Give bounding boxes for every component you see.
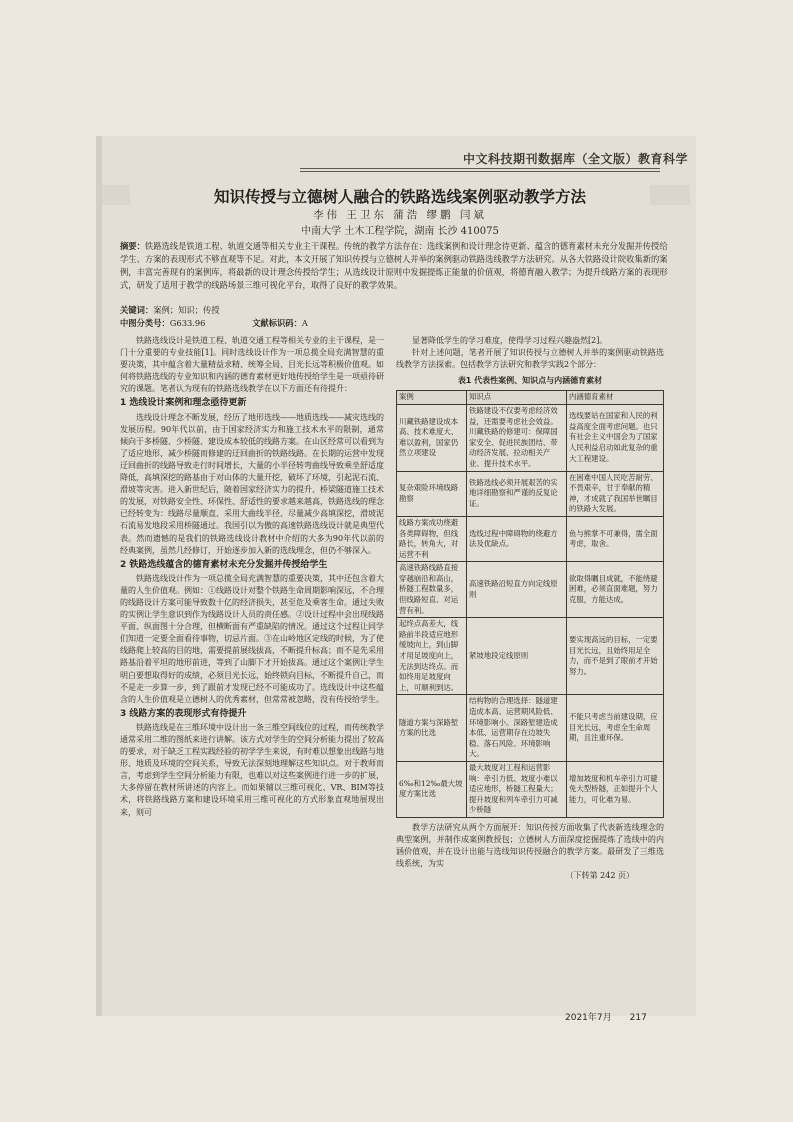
table-cell: 复杂艰险环境线路勘察 xyxy=(397,471,467,516)
issue-date: 2021年7月 xyxy=(565,1013,612,1023)
table-cell: 隧道方案与深路堑方案的比选 xyxy=(397,695,467,762)
authors: 李伟 王卫东 蒲浩 缪鹏 闫斌 xyxy=(313,209,487,221)
header-rule-double xyxy=(300,171,660,172)
doc-label: 文献标识码： xyxy=(252,318,302,328)
paragraph: 针对上述问题，笔者开展了知识传授与立德树人并举的案例驱动铁路选线教学方法探索。包括教学方法研究和教学实践2个部分： xyxy=(396,348,664,370)
keywords xyxy=(120,304,220,316)
classification xyxy=(120,317,420,329)
table-header-row xyxy=(397,391,664,405)
page-number: 217 xyxy=(629,1013,647,1023)
case-table xyxy=(396,390,664,818)
table-cell: 结构物的合理选择：隧道建造成本高、运营期风险低、环境影响小。深路堑建造成本低、运营期存在边坡失稳、落石风险、环境影响大。 xyxy=(467,695,567,762)
class-code: G633.96 xyxy=(169,318,206,328)
table-header-cell: 内涵德育素材 xyxy=(567,391,664,405)
table-cell: 在困难中国人民吃苦耐劳、不畏艰辛，甘于奉献的精神，才成就了我国举世瞩目的铁路大发展。 xyxy=(567,471,664,516)
keywords-text: 案例；知识；传授 xyxy=(153,305,220,315)
doc-code: A xyxy=(301,318,308,328)
journal-header: 中文科技期刊数据库（全文版）教育科学 xyxy=(462,152,688,166)
table-header-cell: 案例 xyxy=(397,391,467,405)
table-row xyxy=(397,471,664,516)
paragraph: 显著降低学生的学习难度，使得学习过程兴趣盎然[2]。 xyxy=(412,336,608,345)
table-cell: 铁路建设不仅要考虑经济效益，还需要考虑社会效益。川藏铁路的修建可：保障国家安全、促进民族团结、带动经济发展、拉动相关产业、提升技术水平。 xyxy=(467,404,567,471)
paragraph: 教学方法研究从两个方面展开：知识传授方面收集了代表新选线理念的典型案例，并制作成案例教授包；立德树人方面深度挖掘提炼了选线中的内涵价值观，并在设计出能与选线知识传授融合的教学方案。最研发了三维选线系统，为实 xyxy=(396,822,664,869)
keywords-label: 关键词： xyxy=(120,305,154,315)
section-heading: 1 选线设计案例和理念亟待更新 xyxy=(120,398,247,409)
section-heading: 2 铁路选线蕴含的德育素材未充分发掘并传授给学生 xyxy=(120,559,328,570)
page-edge-shadow xyxy=(96,136,102,1016)
table-cell: 6‰和12‰最大坡度方案比选 xyxy=(397,761,467,817)
table-row xyxy=(397,695,664,762)
table-cell: 不能只考虑当前建设期，应目光长远，考虑全生命周期，且注重环保。 xyxy=(567,695,664,762)
section-heading: 3 线路方案的表现形式有待提升 xyxy=(120,708,247,719)
table-cell: 最大坡度对工程和运营影响：牵引力低、坡度小难以适应地形，桥隧工程量大；提升坡度和列车牵引力可减少桥隧 xyxy=(467,761,567,817)
table-row xyxy=(397,516,664,561)
table-cell: 要实现高远的目标，一定要目光长远，且始终用足全力，而不是到了眼前才开始努力。 xyxy=(567,618,664,695)
table-cell: 线路方案成功绕避各类障碍物，但线路长，转角大，对运营不利 xyxy=(397,516,467,561)
abstract-label: 摘要： xyxy=(120,241,145,251)
table-cell: 川藏铁路建设成本高、技术难度大、难以盈利，国家仍然立项建设 xyxy=(397,404,467,471)
left-column xyxy=(120,335,384,819)
table-row xyxy=(397,404,664,471)
paragraph: 铁路选线设计是铁道工程、轨道交通工程等相关专业的主干课程，是一门十分重要的专业技能[1]。同时选线设计作为一项总揽全局充满智慧的重要决策，其中蕴含着大量精益求精、统筹全局、目光长远等积极价值观。如何将铁路选线的专业知识和内涵的德育素材更好地传授给学生是一项亟待研究的课题。笔者认为现有的铁路选线教学在以下方面还有待提升： xyxy=(120,336,384,394)
table-cell: 高速铁路线路直接穿越崩沿和高山，桥隧工程数量多，但线路短直、对运营有利。 xyxy=(397,562,467,618)
table-cell: 起终点高差大，线路前半段适应地形缓坡向上，到山脚才用足坡度向上，无法到达终点。而如终用足坡度向上，可顺利到达。 xyxy=(397,618,467,695)
paper-title: 知识传授与立德树人融合的铁路选线案例驱动教学方法 xyxy=(213,188,586,206)
table-cell: 紧坡地段定线原则 xyxy=(467,618,567,695)
abstract-text: 铁路选线是铁道工程、轨道交通等相关专业主干课程。传统的教学方法存在：选线案例和设计理念待更新、蕴含的德育素材未充分发掘并传授给学生、方案的表现形式不够直观等不足。对此，本文开展了知识传授与立德树人并举的案例驱动铁路选线教学方法研究。从各大铁路设计院收集新的案例，丰富完善现有的案例库，将最新的设计理念传授给学生；从选线设计原则中发掘提炼正能量的价值观，将德育融入教学；为提升线路方案的表现形式，研发了适用于教学的线路场景三维可视化平台，取得了良好的教学效果。 xyxy=(120,241,668,290)
table-cell: 高速铁路沿短直方向定线原则 xyxy=(467,562,567,618)
paragraph: 铁路选线设计作为一项总揽全局充满智慧的重要决策，其中还包含着大量的人生价值观。例如：①线路设计对整个铁路生命周期影响深远，不合理的线路设计方案可能导致数十亿的经济损失，甚至危及乘客生命。通过失败的实例让学生意识到作为线路设计人员的责任感。②设计过程中会出现线路平面、纵面图十分合理，但横断面有严重缺陷的情况。通过这个过程让同学们知道一定要全面看待事物，切忌片面。③在山岭地区定线的时候，为了使线路爬上较高的目的地，需要提前展线拔高，不断提升标高；而不是先采用路基沿着平坦的地形前进，等到了山脚下才开始拔高。通过这个案例让学生明白要想取得好的成绩，必须目光长远，始终锁向目标，不断提升自己，而不是走一步算一步，到了跟前才发现已经不可能成功了。选线设计中这些蕴含的人生价值观是立德树人的优秀素材，但常常被忽略，没有传授给学生。 xyxy=(120,573,384,704)
table-header-cell: 知识点 xyxy=(467,391,567,405)
table-caption: 表1 代表性案例、知识点与内涵德育素材 xyxy=(457,376,603,386)
table-row xyxy=(397,761,664,817)
table-cell: 欲取得瞩目成就，不能绕避困难，必须直面难题，努力克服，方能达成。 xyxy=(567,562,664,618)
page-footer xyxy=(565,1010,647,1023)
table-row xyxy=(397,562,664,618)
paragraph: 选线设计理念不断发展，经历了地形选线——地质选线——减灾选线的发展历程。90年代以前，由于国家经济实力和施工技术水平的限制，通常倾向于多桥隧、少桥隧、建设成本较低的线路方案。在山区经常可以看到为了适应地形，减少桥隧而修建的迂回曲折的铁路线路。在长期的运营中发现迂回曲折的线路导致走行时间增长，大量的小半径转弯曲线导致乘坐舒适度降低，高填深挖的路基由于对山体的大量开挖，破坏了环境，引起泥石流、滑坡等灾害。进入新世纪后，随着国家经济实力的提升、桥梁隧道施工技术的发展，对铁路安全性、环保性、舒适性的要求越来越高，铁路选线的理念已经转变为：线路尽量顺直、采用大曲线半径、尽量减少高填深挖，滑坡泥石流易发地段采用桥隧通过。我国引以为傲的高速铁路选线设计就是典型代表。然而遗憾的是我们的铁路选线设计教材中介绍的大多为90年代以前的经典案例，虽然几经修订，开始逐步加入新的选线理念，但仍不够深入。 xyxy=(120,412,384,555)
affiliation: 中南大学 土木工程学院，湖南 长沙 410075 xyxy=(301,226,499,237)
right-column xyxy=(396,335,664,882)
table-cell: 鱼与熊掌不可兼得，需全面考虑，取舍。 xyxy=(567,516,664,561)
abstract xyxy=(120,240,670,292)
paragraph: 铁路选线是在三维环境中设计出一条三维空间线位的过程，而传统教学通常采用二维的图纸来进行讲解。该方式对学生的空间分析能力提出了较高的要求，对于缺乏工程实践经验的初学学生来说，有时难以想象出线路与地形、地质及环境的空间关系，导致无法深刻地理解这些知识点。对于教师而言，考虑到学生空间分析能力有限，也难以对这些案例进行进一步的扩展，大多停留在教材所讲述的内容上。而如果辅以三维可视化、VR、BIM等技术，将铁路线路方案和建设环境采用三维可视化的方式形象直观地展现出来，则可 xyxy=(120,722,384,817)
table-cell: 选线要站在国家和人民的利益高度全面考虑问题。也只有社会主义中国会为了国家人民利益启动如此复杂的重大工程建设。 xyxy=(567,404,664,471)
table-row xyxy=(397,618,664,695)
class-label: 中图分类号： xyxy=(120,318,170,328)
continued-note: （下转第 242 页） xyxy=(565,871,634,881)
table-cell: 增加坡度和机车牵引力可避免大型桥隧，正如提升个人能力，可化难为易。 xyxy=(567,761,664,817)
table-cell: 铁路选线必须开展艰苦的实地详细勘察和严谨的反复论证。 xyxy=(467,471,567,516)
header-rule xyxy=(300,168,660,169)
table-cell: 选线过程中障碍物的绕避方法及优缺点。 xyxy=(467,516,567,561)
